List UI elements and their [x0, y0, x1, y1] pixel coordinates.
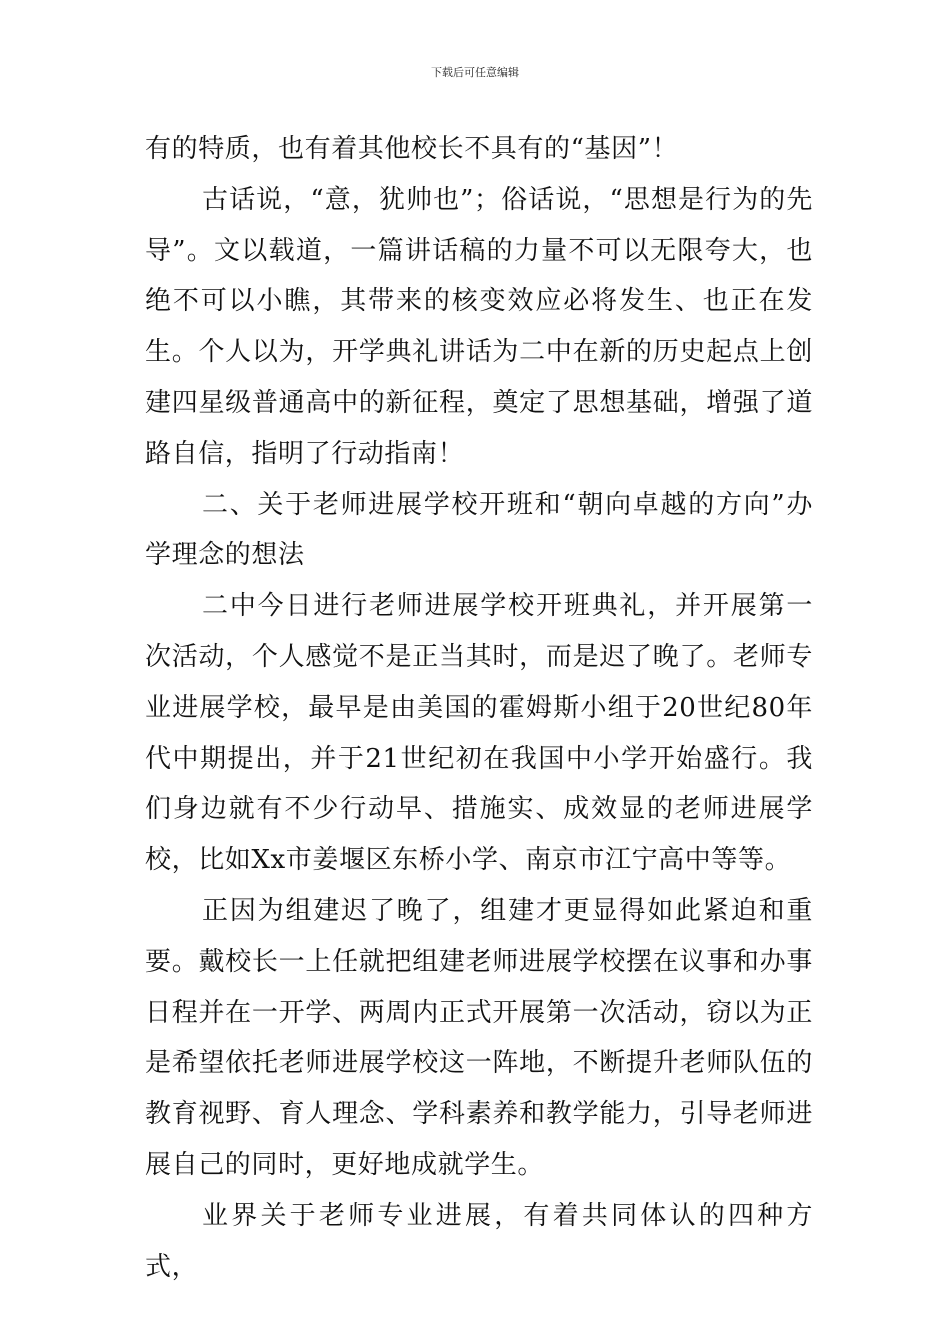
paragraph-1: 有的特质，也有着其他校长不具有的“基因”！ — [145, 134, 679, 164]
document-body — [145, 124, 813, 1292]
paragraph-5: 业界关于老师专业进展，有着共同体认的四种方式， — [145, 1200, 813, 1282]
section-heading: 二、关于老师进展学校开班和“朝向卓越的方向”办学理念的想法 — [145, 489, 813, 571]
paragraph-4: 正因为组建迟了晚了，组建才更显得如此紧迫和重要。戴校长一上任就把组建老师进展学校摆在议事和办事日程并在一开学、两周内正式开展第一次活动，窃以为正是希望依托老师进展学校这一阵地，不断提升老师队伍的教育视野、育人理念、学科素养和教学能力，引导老师进展自己的同时，更好地成就学生。 — [145, 895, 813, 1180]
paragraph-2: 古话说，“意，犹帅也”；俗话说，“思想是行为的先导”。文以载道，一篇讲话稿的力量不可以无限夸大，也绝不可以小瞧，其带来的核变效应必将发生、也正在发生。个人以为，开学典礼讲话为二中在新的历史起点上创建四星级普通高中的新征程，奠定了思想基础，增强了道路自信，指明了行动指南！ — [145, 184, 813, 469]
paragraph-3: 二中今日进行老师进展学校开班典礼，并开展第一次活动，个人感觉不是正当其时，而是迟了晚了。老师专业进展学校，最早是由美国的霍姆斯小组于20世纪80年代中期提出，并于21世纪初在我国中小学开始盛行。我们身边就有不少行动早、措施实、成效显的老师进展学校，比如Xx市姜堰区东桥小学、南京市江宁高中等等。 — [145, 591, 813, 876]
page-header-note: 下载后可任意编辑 — [431, 66, 519, 79]
